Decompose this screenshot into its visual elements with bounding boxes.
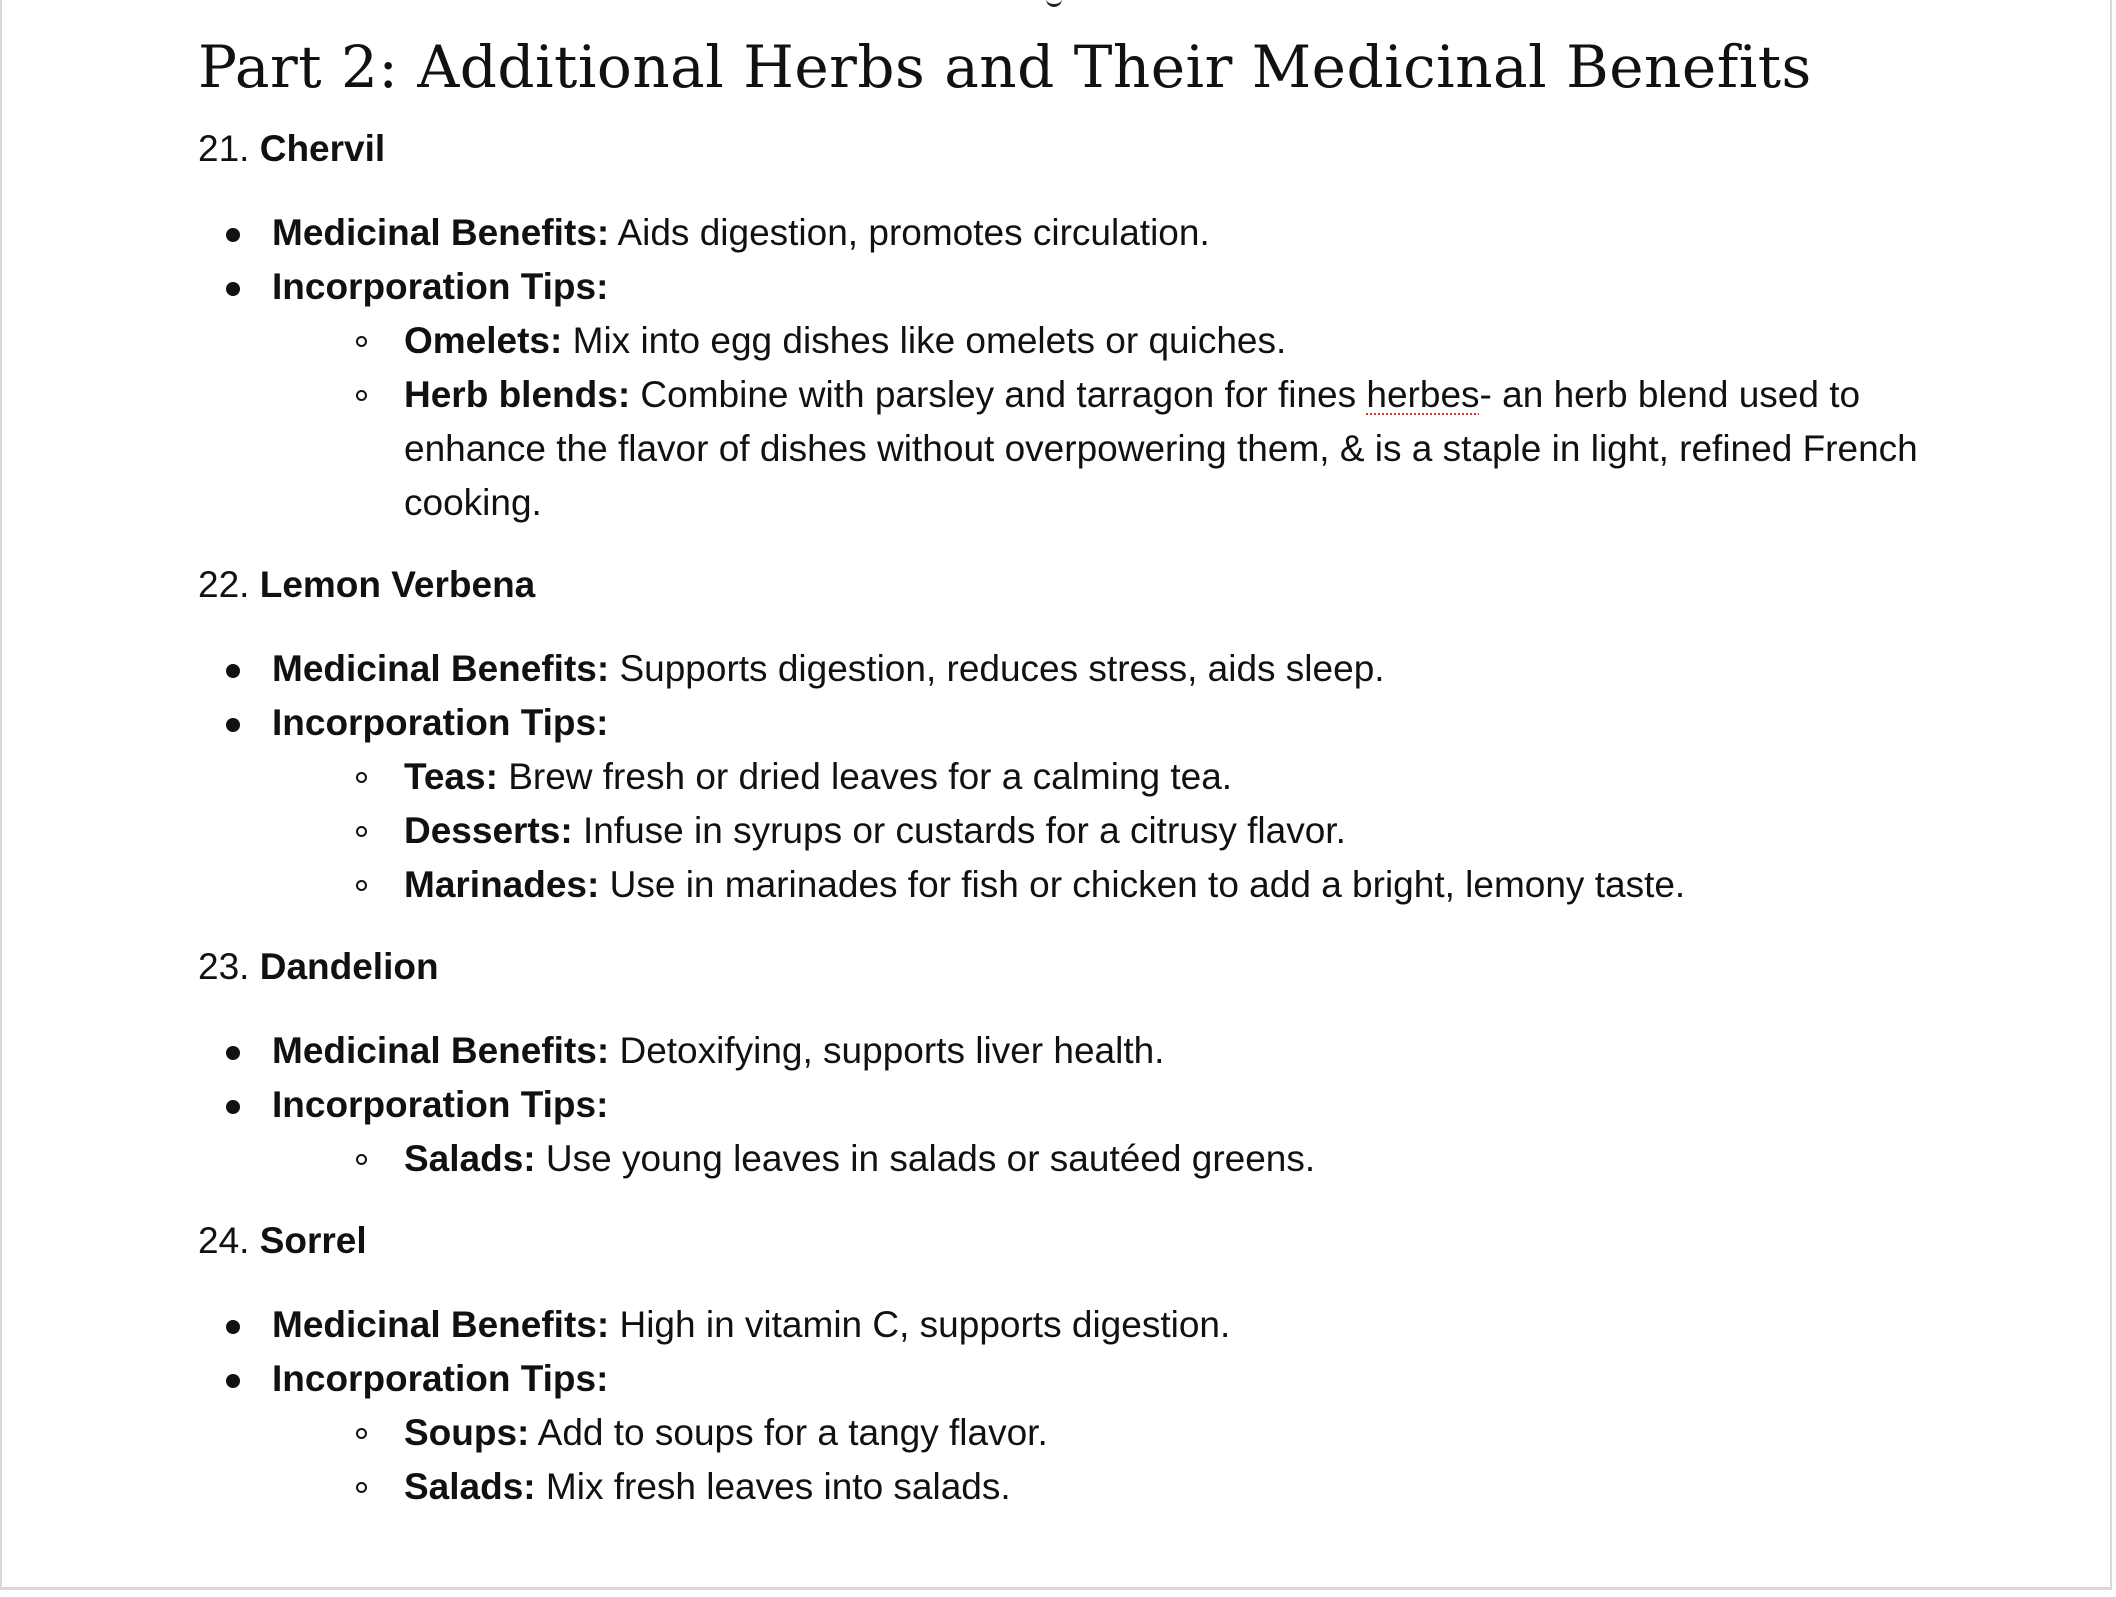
list-item-medicinal-benefits [198, 1298, 1958, 1352]
herb-details-list [198, 1024, 1958, 1186]
tip-text: Mix into egg dishes like omelets or quiches. [572, 320, 1287, 361]
tip-text: Infuse in syrups or custards for a citrusy flavor. [582, 810, 1346, 851]
tip-item [272, 1406, 1958, 1460]
herb-section-chervil [198, 122, 1958, 530]
tip-label: Teas: [404, 756, 498, 797]
tip-label: Omelets: [404, 320, 563, 361]
tip-label: Marinades: [404, 864, 600, 905]
herb-heading [198, 940, 1958, 994]
tips-label: Incorporation Tips: [272, 1358, 609, 1399]
herb-section-sorrel [198, 1214, 1958, 1514]
benefits-label: Medicinal Benefits: [272, 1304, 610, 1345]
tip-text-before: Combine with parsley and tarragon for fines [640, 374, 1357, 415]
herb-number: 22. [198, 564, 250, 605]
tips-list [272, 1406, 1958, 1514]
herb-heading [198, 558, 1958, 612]
herb-number: 23. [198, 946, 250, 987]
tip-item [272, 1460, 1958, 1514]
list-item-medicinal-benefits [198, 206, 1958, 260]
tip-item [272, 1132, 1958, 1186]
benefits-label: Medicinal Benefits: [272, 212, 610, 253]
benefits-label: Medicinal Benefits: [272, 1030, 610, 1071]
previous-page-text-fragment [1046, 0, 1062, 7]
herb-details-list [198, 642, 1958, 912]
tip-text-after: - an herb blend used to enhance the flavor of dishes without overpowering them, & is a staple in light, refined French cooking. [404, 374, 1918, 523]
tip-text: Brew fresh or dried leaves for a calming tea. [508, 756, 1233, 797]
tip-item [272, 804, 1958, 858]
tip-label: Soups: [404, 1412, 530, 1453]
benefits-label: Medicinal Benefits: [272, 648, 610, 689]
herb-details-list [198, 1298, 1958, 1514]
list-item-incorporation-tips [198, 1078, 1958, 1186]
tip-text: Use young leaves in salads or sautéed greens. [545, 1138, 1316, 1179]
benefits-text: Detoxifying, supports liver health. [619, 1030, 1165, 1071]
spellcheck-flagged-word[interactable]: herbes [1366, 374, 1480, 415]
tip-text: Mix fresh leaves into salads. [545, 1466, 1011, 1507]
herb-name: Dandelion [259, 946, 439, 987]
herb-heading [198, 122, 1958, 176]
page-title: Part 2: Additional Herbs and Their Medicinal Benefits [198, 33, 1812, 101]
herb-name: Lemon Verbena [259, 564, 536, 605]
list-item-medicinal-benefits [198, 642, 1958, 696]
benefits-text: High in vitamin C, supports digestion. [619, 1304, 1231, 1345]
herb-name: Sorrel [259, 1220, 367, 1261]
tip-item [272, 750, 1958, 804]
herb-name: Chervil [259, 128, 386, 169]
tips-list [272, 750, 1958, 912]
herb-number: 21. [198, 128, 250, 169]
tip-label: Herb blends: [404, 374, 631, 415]
list-item-incorporation-tips [198, 1352, 1958, 1514]
tip-item [272, 314, 1958, 368]
tip-label: Salads: [404, 1138, 536, 1179]
herb-details-list [198, 206, 1958, 530]
tip-text: Add to soups for a tangy flavor. [537, 1412, 1048, 1453]
benefits-text: Supports digestion, reduces stress, aids sleep. [619, 648, 1385, 689]
tip-text: Use in marinades for fish or chicken to add a bright, lemony taste. [609, 864, 1686, 905]
tips-list [272, 314, 1958, 530]
tips-label: Incorporation Tips: [272, 266, 609, 307]
tip-item [272, 368, 1958, 530]
list-item-incorporation-tips [198, 260, 1958, 530]
document-body[interactable] [198, 30, 1958, 1542]
herb-section-lemon-verbena [198, 558, 1958, 912]
tip-label: Desserts: [404, 810, 573, 851]
tips-label: Incorporation Tips: [272, 1084, 609, 1125]
herb-heading [198, 1214, 1958, 1268]
tip-item [272, 858, 1958, 912]
herb-section-dandelion [198, 940, 1958, 1186]
benefits-text: Aids digestion, promotes circulation. [617, 212, 1210, 253]
list-item-incorporation-tips [198, 696, 1958, 912]
tip-label: Salads: [404, 1466, 536, 1507]
tips-label: Incorporation Tips: [272, 702, 609, 743]
herb-number: 24. [198, 1220, 250, 1261]
tips-list [272, 1132, 1958, 1186]
list-item-medicinal-benefits [198, 1024, 1958, 1078]
